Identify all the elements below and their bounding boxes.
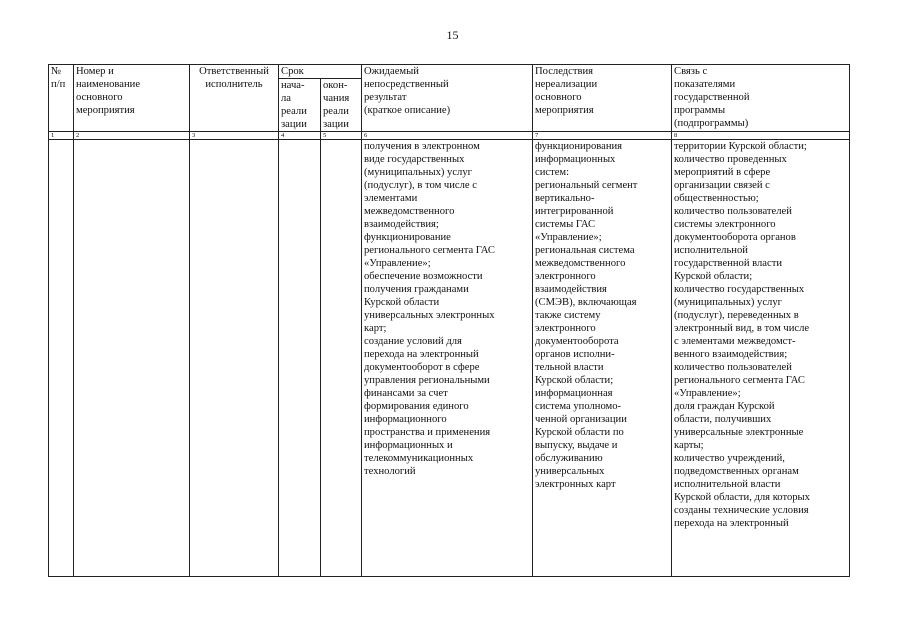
cell-end (321, 140, 362, 577)
header-num: № п/п (49, 65, 74, 132)
column-number: 8 (672, 132, 850, 140)
header-start: нача- ла реали зации (279, 79, 321, 132)
column-number: 6 (362, 132, 533, 140)
cell-start (279, 140, 321, 577)
cell-responsible (190, 140, 279, 577)
program-table (48, 64, 850, 577)
header-term: Срок (279, 65, 362, 79)
cell-name (74, 140, 190, 577)
header-link: Связь с показателями государственной программы (подпрограммы) (672, 65, 850, 132)
column-number: 5 (321, 132, 362, 140)
table-row (49, 140, 850, 577)
page-number: 15 (446, 28, 459, 42)
cell-link: территории Курской области; количество проведенных мероприятий в сфере организации связей с общественностью; количество пользователей системы электронного документооборота органов исполнительной государственной власти Курской области; количество государственных (муниципальных) услуг (подуслуг), переведенных в электронный вид, в том числе с элементами межведомст- венного взаимодействия; количество пользователей регионального сегмента ГАС «Управление»; доля граждан Курской области, получивших универсальные электронные карты; количество учреждений, подведомственных органам исполнительной власти Курской области, для которых созданы технические условия перехода на электронный (672, 140, 850, 577)
column-number: 7 (533, 132, 672, 140)
header-name: Номер и наименование основного мероприятия (74, 65, 190, 132)
header-result: Ожидаемый непосредственный результат (краткое описание) (362, 65, 533, 132)
column-number: 1 (49, 132, 74, 140)
column-number: 4 (279, 132, 321, 140)
cell-consequences: функционирования информационных систем: региональный сегмент вертикально- интегрированной системы ГАС «Управление»; региональная система межведомственного электронного взаимодействия (СМЭВ), включающая также систему электронного документооборота органов исполни- тельной власти Курской области; информационная система уполномо- ченной организации Курской области по выпуску, выдаче и обслуживанию универсальных электронных карт (533, 140, 672, 577)
column-number: 3 (190, 132, 279, 140)
header-end: окон- чания реали зации (321, 79, 362, 132)
header-responsible: Ответственный исполнитель (190, 65, 279, 132)
column-number-row (49, 132, 850, 140)
cell-num (49, 140, 74, 577)
header-consequences: Последствия нереализации основного мероприятия (533, 65, 672, 132)
header-row (49, 65, 850, 79)
column-number: 2 (74, 132, 190, 140)
cell-result: получения в электронном виде государственных (муниципальных) услуг (подуслуг), в том числе с элементами межведомственного взаимодействия; функционирование регионального сегмента ГАС «Управление»; обеспечение возможности получения гражданами Курской области универсальных электронных карт; создание условий для перехода на электронный документооборот в сфере управления региональными финансами за счет формирования единого информационного пространства и применения информационных и телекоммуникационных технологий (362, 140, 533, 577)
